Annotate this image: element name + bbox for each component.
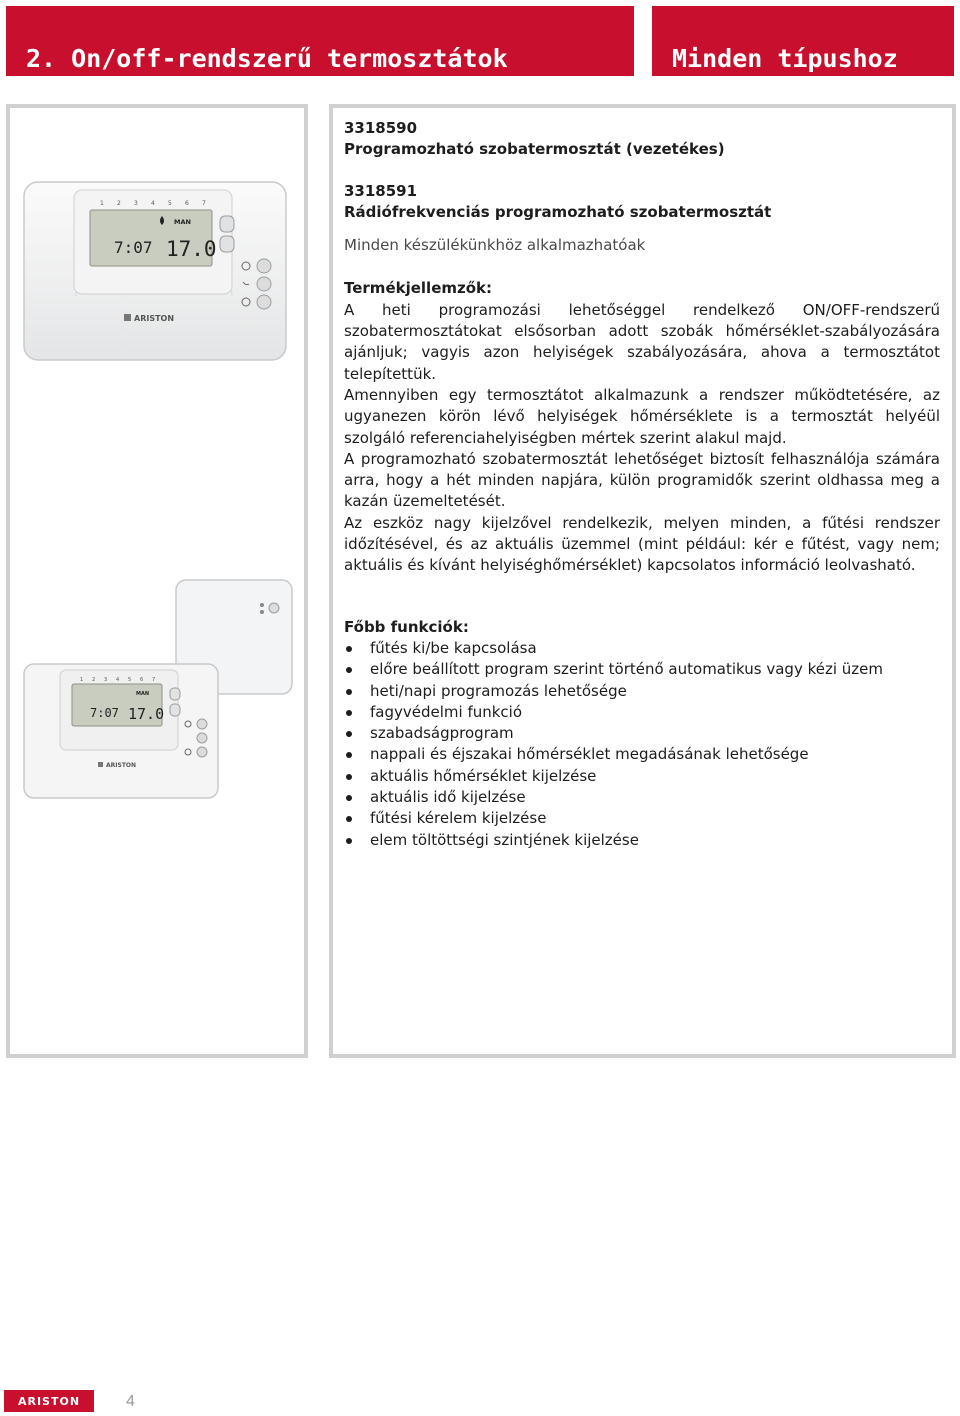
footer-brand: ARISTON	[17, 1394, 81, 1408]
ariston-logo-icon	[98, 762, 103, 767]
receiver-led-icon	[260, 603, 264, 607]
svg-text:2: 2	[117, 200, 121, 207]
thermostat-image-small	[22, 578, 294, 800]
svg-text:5: 5	[168, 200, 172, 207]
down-button[interactable]	[170, 704, 180, 716]
svg-text:3: 3	[134, 200, 138, 207]
svg-text:2: 2	[92, 677, 96, 683]
up-button[interactable]	[220, 216, 234, 232]
lcd-time: 7:07	[90, 706, 119, 720]
applicability-title: Minden típushoz	[672, 44, 898, 73]
product-name-rf: Rádiófrekvenciás programozható szobatermosztát	[344, 202, 772, 221]
list-item: heti/napi programozás lehetősége	[344, 681, 940, 702]
lcd-time: 7:07	[114, 238, 153, 257]
product-description	[344, 118, 940, 851]
svg-text:6: 6	[185, 200, 189, 207]
lcd-temperature: 17.0	[166, 237, 217, 261]
lcd-temperature: 17.0	[128, 705, 165, 723]
product-code-rf: 3318591	[344, 181, 418, 200]
characteristics-paragraph: A programozható szobatermosztát lehetőséget biztosít felhasználója számára arra, hogy a hét minden napjára, külön programidők szerint oldhassa meg a kazán üzemeltetését.	[344, 449, 940, 511]
power-button[interactable]	[197, 747, 207, 757]
ariston-logo-icon	[124, 314, 131, 321]
svg-text:4: 4	[151, 200, 155, 207]
mode-indicator: MAN	[174, 218, 191, 226]
product-name-wired: Programozható szobatermosztát (vezetékes)	[344, 140, 725, 159]
svg-text:6: 6	[140, 677, 144, 683]
down-button[interactable]	[220, 236, 234, 252]
ariston-footer-logo	[4, 1390, 94, 1412]
svg-text:4: 4	[116, 677, 120, 683]
list-item: szabadságprogram	[344, 723, 940, 744]
list-item: fagyvédelmi funkció	[344, 702, 940, 723]
svg-text:3: 3	[104, 677, 108, 683]
receiver-led-icon	[260, 610, 264, 614]
list-item: fűtési kérelem kijelzése	[344, 808, 940, 829]
svg-text:1: 1	[100, 200, 104, 207]
list-item: előre beállított program szerint történő automatikus vagy kézi üzem	[344, 659, 940, 680]
svg-text:7: 7	[152, 677, 156, 683]
characteristics-heading: Termékjellemzők:	[344, 279, 493, 298]
thermostat-image-large	[22, 180, 290, 362]
applicability-banner	[652, 6, 954, 76]
section-title: 2. On/off-rendszerű termosztátok	[26, 44, 508, 73]
mode-indicator: MAN	[136, 691, 150, 697]
receiver-button[interactable]	[269, 603, 279, 613]
program-button[interactable]	[197, 719, 207, 729]
product-code-wired: 3318590	[344, 119, 418, 137]
manual-button[interactable]	[197, 733, 207, 743]
manual-button[interactable]	[257, 277, 271, 291]
functions-heading: Főbb funkciók:	[344, 617, 469, 636]
characteristics-paragraph: Az eszköz nagy kijelzővel rendelkezik, melyen minden, a fűtési rendszer időzítésével, és az aktuális üzemmel (mint például: kér e fűtést, vagy nem; aktuális és kívánt helyiséghőmérséklet) kapcsolatos információ leolvasható.	[344, 513, 940, 575]
page-number: 4	[126, 1393, 135, 1410]
svg-text:5: 5	[128, 677, 132, 683]
list-item: fűtés ki/be kapcsolása	[344, 638, 940, 659]
power-button[interactable]	[257, 295, 271, 309]
svg-text:7: 7	[202, 200, 206, 207]
svg-text:1: 1	[80, 677, 84, 683]
device-brand: ARISTON	[106, 762, 137, 769]
up-button[interactable]	[170, 688, 180, 700]
list-item: aktuális idő kijelzése	[344, 787, 940, 808]
section-title-banner	[6, 6, 634, 76]
program-button[interactable]	[257, 259, 271, 273]
characteristics-paragraph: Amennyiben egy termosztátot alkalmazunk a rendszer működtetésére, az ugyanezen körön lévő helyiségek hőmérséklete is a termosztát helyéül szolgáló referenciahelyiségben mértek szerint alakul majd.	[344, 385, 940, 447]
list-item: nappali és éjszakai hőmérséklet megadásának lehetősége	[344, 744, 940, 765]
list-item: elem töltöttségi szintjének kijelzése	[344, 830, 940, 851]
compatibility-note: Minden készülékünkhöz alkalmazhatóak	[344, 236, 646, 255]
device-brand: ARISTON	[134, 314, 175, 323]
characteristics-paragraph: A heti programozási lehetőséggel rendelkező ON/OFF-rendszerű szobatermosztátokat elsősorban adott szobák hőmérséklet-szabályozására ajánljuk; vagyis azon helyiségek szabályozására, ahova a termosztátot telepítettük.	[344, 300, 940, 383]
functions-list	[344, 638, 940, 851]
list-item: aktuális hőmérséklet kijelzése	[344, 766, 940, 787]
